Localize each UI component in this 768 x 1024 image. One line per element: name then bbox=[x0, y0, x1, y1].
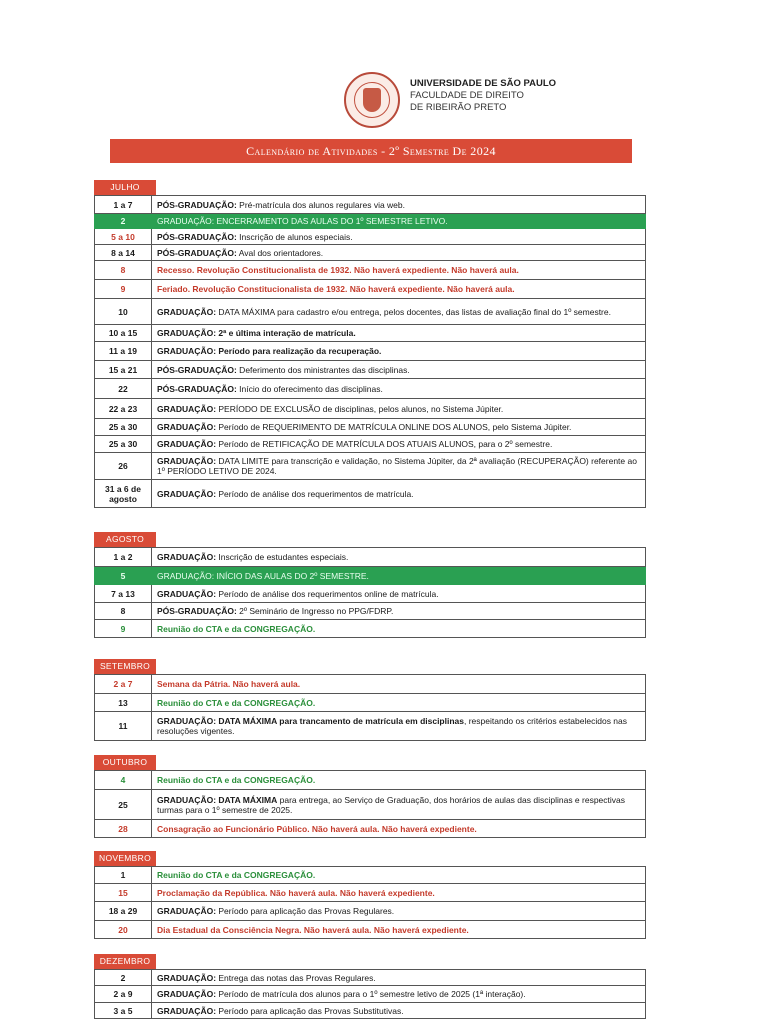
row-date: 1 a 7 bbox=[95, 196, 152, 214]
row-category: GRADUAÇÃO: bbox=[157, 588, 217, 599]
row-description bbox=[152, 867, 646, 884]
row-date: 2 a 7 bbox=[95, 675, 152, 694]
row-text: Pré-matrícula dos alunos regulares via web. bbox=[236, 199, 406, 210]
table-row bbox=[95, 399, 646, 419]
row-text: Reunião do CTA e da CONGREGAÇÃO. bbox=[157, 697, 316, 708]
month-table bbox=[94, 866, 646, 939]
document-header bbox=[344, 72, 674, 130]
row-date: 26 bbox=[95, 453, 152, 480]
table-row bbox=[95, 986, 646, 1003]
row-category: PÓS-GRADUAÇÃO: bbox=[157, 247, 237, 258]
row-date: 22 a 23 bbox=[95, 399, 152, 419]
row-text: DATA LIMITE para transcrição e validação, no Sistema Júpiter, da 2ª avaliação (RECUPERAÇÃO) referente ao 1º PERÍODO LETIVO DE 2024. bbox=[157, 456, 637, 476]
row-text: Inscrição de alunos especiais. bbox=[236, 231, 353, 242]
row-date: 28 bbox=[95, 820, 152, 838]
month-label: OUTUBRO bbox=[94, 755, 156, 770]
row-date: 11 bbox=[95, 712, 152, 741]
month-label: SETEMBRO bbox=[94, 659, 156, 674]
row-description bbox=[152, 280, 646, 299]
row-category: GRADUAÇÃO: bbox=[157, 488, 217, 499]
month-table bbox=[94, 969, 646, 1019]
row-date: 9 bbox=[95, 620, 152, 638]
row-category: GRADUAÇÃO: bbox=[157, 552, 217, 562]
row-description bbox=[152, 790, 646, 820]
table-row bbox=[95, 229, 646, 245]
table-row bbox=[95, 214, 646, 229]
row-text: Proclamação da República. Não haverá aula. Não haverá expediente. bbox=[157, 887, 435, 898]
row-description bbox=[152, 399, 646, 419]
row-text: Semana da Pátria. Não haverá aula. bbox=[157, 679, 301, 689]
month-table bbox=[94, 770, 646, 838]
month-table bbox=[94, 674, 646, 741]
row-description bbox=[152, 970, 646, 986]
row-text: 2º Seminário de Ingresso no PPG/FDRP. bbox=[236, 606, 394, 616]
row-description bbox=[152, 1003, 646, 1019]
table-row bbox=[95, 675, 646, 694]
row-category: GRADUAÇÃO: bbox=[157, 1005, 217, 1016]
row-date: 22 bbox=[95, 379, 152, 399]
row-text: GRADUAÇÃO: ENCERRAMENTO DAS AULAS DO 1º SEMESTRE LETIVO. bbox=[157, 216, 448, 226]
row-text: Reunião do CTA e da CONGREGAÇÃO. bbox=[157, 623, 316, 634]
row-date: 11 a 19 bbox=[95, 342, 152, 361]
row-date: 15 a 21 bbox=[95, 361, 152, 379]
row-description bbox=[152, 585, 646, 603]
row-text: Dia Estadual da Consciência Negra. Não haverá aula. Não haverá expediente. bbox=[157, 924, 469, 935]
row-description bbox=[152, 712, 646, 741]
row-description bbox=[152, 419, 646, 436]
university-name: UNIVERSIDADE DE SÃO PAULO bbox=[410, 78, 557, 89]
row-category: PÓS-GRADUAÇÃO: bbox=[157, 606, 237, 616]
table-row bbox=[95, 585, 646, 603]
table-row bbox=[95, 970, 646, 986]
calendar-title: Calendário de Atividades - 2º Semestre De 2024 bbox=[110, 139, 632, 163]
table-row bbox=[95, 261, 646, 280]
row-description bbox=[152, 229, 646, 245]
row-date: 1 bbox=[95, 867, 152, 884]
table-row bbox=[95, 280, 646, 299]
table-row bbox=[95, 790, 646, 820]
row-category: GRADUAÇÃO: bbox=[157, 906, 217, 916]
table-row bbox=[95, 694, 646, 712]
row-date: 31 a 6 de agosto bbox=[95, 480, 152, 508]
table-row bbox=[95, 453, 646, 480]
row-date: 25 a 30 bbox=[95, 419, 152, 436]
usp-seal-logo bbox=[344, 72, 400, 128]
row-description bbox=[152, 884, 646, 902]
table-row bbox=[95, 361, 646, 379]
row-description bbox=[152, 603, 646, 620]
row-text: Período de RETIFICAÇÃO DE MATRÍCULA DOS ATUAIS ALUNOS, para o 2º semestre. bbox=[216, 439, 553, 449]
table-row bbox=[95, 379, 646, 399]
row-date: 2 bbox=[95, 214, 152, 229]
row-description bbox=[152, 921, 646, 939]
table-row bbox=[95, 867, 646, 884]
row-description bbox=[152, 620, 646, 638]
row-description bbox=[152, 379, 646, 399]
row-date: 8 bbox=[95, 603, 152, 620]
table-row bbox=[95, 884, 646, 902]
row-date: 15 bbox=[95, 884, 152, 902]
row-date: 5 bbox=[95, 567, 152, 585]
month-table bbox=[94, 195, 646, 508]
month-label: JULHO bbox=[94, 180, 156, 195]
row-text: 2ª e última interação de matrícula. bbox=[216, 328, 356, 338]
row-category: GRADUAÇÃO: DATA MÁXIMA para trancamento de matrícula em disciplinas bbox=[157, 716, 464, 726]
row-date: 13 bbox=[95, 694, 152, 712]
row-date: 4 bbox=[95, 771, 152, 790]
row-text: Período para aplicação das Provas Substitutivas. bbox=[216, 1005, 404, 1016]
row-description bbox=[152, 453, 646, 480]
table-row bbox=[95, 436, 646, 453]
row-text: para entrega, ao Serviço de Graduação, dos horários de aulas das disciplinas e respectivas turmas para o 1º semestre de 2025. bbox=[157, 794, 626, 815]
row-description bbox=[152, 771, 646, 790]
row-description bbox=[152, 245, 646, 261]
row-description bbox=[152, 261, 646, 280]
row-category: GRADUAÇÃO: bbox=[157, 328, 217, 338]
table-row bbox=[95, 771, 646, 790]
row-category: GRADUAÇÃO: bbox=[157, 456, 217, 466]
row-text: Entrega das notas das Provas Regulares. bbox=[216, 972, 376, 983]
table-row bbox=[95, 712, 646, 741]
row-description bbox=[152, 361, 646, 379]
table-row bbox=[95, 419, 646, 436]
row-category: PÓS-GRADUAÇÃO: bbox=[157, 231, 237, 242]
row-category: GRADUAÇÃO: bbox=[157, 346, 217, 356]
table-row bbox=[95, 921, 646, 939]
row-category: GRADUAÇÃO: bbox=[157, 972, 217, 983]
row-text: Início do oferecimento das disciplinas. bbox=[236, 383, 383, 394]
row-category: PÓS-GRADUAÇÃO: bbox=[157, 364, 237, 375]
row-description bbox=[152, 986, 646, 1003]
row-text: Aval dos orientadores. bbox=[236, 247, 324, 258]
row-text: DATA MÁXIMA para cadastro e/ou entrega, pelos docentes, das listas de avaliação final do 1º semestre. bbox=[216, 306, 611, 317]
table-row bbox=[95, 480, 646, 508]
table-row bbox=[95, 820, 646, 838]
row-date: 8 a 14 bbox=[95, 245, 152, 261]
row-text: Feriado. Revolução Constitucionalista de 1932. Não haverá expediente. Não haverá aula. bbox=[157, 284, 515, 294]
row-date: 7 a 13 bbox=[95, 585, 152, 603]
row-category: GRADUAÇÃO: DATA MÁXIMA bbox=[157, 794, 278, 805]
faculty-name-line1: FACULDADE DE DIREITO bbox=[410, 90, 524, 101]
row-description bbox=[152, 567, 646, 585]
row-description bbox=[152, 548, 646, 567]
month-label: NOVEMBRO bbox=[94, 851, 156, 866]
table-row bbox=[95, 548, 646, 567]
row-date: 10 a 15 bbox=[95, 325, 152, 342]
table-row bbox=[95, 342, 646, 361]
institution-name bbox=[410, 78, 556, 114]
row-date: 2 bbox=[95, 970, 152, 986]
row-category: GRADUAÇÃO: bbox=[157, 989, 217, 999]
row-date: 2 a 9 bbox=[95, 986, 152, 1003]
row-description bbox=[152, 342, 646, 361]
row-description bbox=[152, 214, 646, 229]
row-description bbox=[152, 820, 646, 838]
row-text: Período de análise dos requerimentos online de matrícula. bbox=[216, 588, 439, 599]
seal-crest-icon bbox=[363, 88, 381, 112]
row-category: GRADUAÇÃO: bbox=[157, 439, 217, 449]
row-text: Período de REQUERIMENTO DE MATRÍCULA ONLINE DOS ALUNOS, pelo Sistema Júpiter. bbox=[216, 422, 572, 432]
row-date: 9 bbox=[95, 280, 152, 299]
row-text: Período de matrícula dos alunos para o 1º semestre letivo de 2025 (1ª interação). bbox=[216, 989, 526, 999]
table-row bbox=[95, 620, 646, 638]
row-category: GRADUAÇÃO: bbox=[157, 306, 217, 317]
row-description bbox=[152, 196, 646, 214]
row-text: Período para realização da recuperação. bbox=[216, 346, 382, 356]
row-description bbox=[152, 325, 646, 342]
month-table bbox=[94, 547, 646, 638]
row-text: Consagração ao Funcionário Público. Não haverá aula. Não haverá expediente. bbox=[157, 823, 477, 834]
row-text: PERÍODO DE EXCLUSÃO de disciplinas, pelos alunos, no Sistema Júpiter. bbox=[216, 403, 504, 414]
row-date: 18 a 29 bbox=[95, 902, 152, 921]
table-row bbox=[95, 325, 646, 342]
row-date: 25 a 30 bbox=[95, 436, 152, 453]
month-label: DEZEMBRO bbox=[94, 954, 156, 969]
row-category: PÓS-GRADUAÇÃO: bbox=[157, 383, 237, 394]
row-text: , respeitando os critérios estabelecidos nas resoluções vigentes. bbox=[157, 716, 628, 736]
row-date: 3 a 5 bbox=[95, 1003, 152, 1019]
table-row bbox=[95, 196, 646, 214]
row-date: 25 bbox=[95, 790, 152, 820]
row-description bbox=[152, 902, 646, 921]
row-text: Período de análise dos requerimentos de matrícula. bbox=[216, 488, 414, 499]
row-description bbox=[152, 480, 646, 508]
table-row bbox=[95, 567, 646, 585]
row-date: 5 a 10 bbox=[95, 229, 152, 245]
row-description bbox=[152, 436, 646, 453]
row-description bbox=[152, 694, 646, 712]
row-text: Período para aplicação das Provas Regulares. bbox=[216, 906, 395, 916]
month-label: AGOSTO bbox=[94, 532, 156, 547]
table-row bbox=[95, 603, 646, 620]
table-row bbox=[95, 1003, 646, 1019]
row-category: PÓS-GRADUAÇÃO: bbox=[157, 199, 237, 210]
row-date: 10 bbox=[95, 299, 152, 325]
row-text: GRADUAÇÃO: INÍCIO DAS AULAS DO 2º SEMESTRE. bbox=[157, 570, 369, 581]
row-date: 8 bbox=[95, 261, 152, 280]
table-row bbox=[95, 299, 646, 325]
faculty-name-line2: DE RIBEIRÃO PRETO bbox=[410, 102, 507, 113]
row-text: Reunião do CTA e da CONGREGAÇÃO. bbox=[157, 775, 316, 785]
row-date: 20 bbox=[95, 921, 152, 939]
row-date: 1 a 2 bbox=[95, 548, 152, 567]
row-text: Deferimento dos ministrantes das disciplinas. bbox=[236, 364, 410, 375]
row-text: Recesso. Revolução Constitucionalista de 1932. Não haverá expediente. Não haverá aula. bbox=[157, 265, 519, 275]
row-category: GRADUAÇÃO: bbox=[157, 422, 217, 432]
row-description bbox=[152, 299, 646, 325]
row-category: GRADUAÇÃO: bbox=[157, 403, 217, 414]
row-description bbox=[152, 675, 646, 694]
row-text: Reunião do CTA e da CONGREGAÇÃO. bbox=[157, 870, 316, 880]
row-text: Inscrição de estudantes especiais. bbox=[216, 552, 349, 562]
table-row bbox=[95, 245, 646, 261]
table-row bbox=[95, 902, 646, 921]
